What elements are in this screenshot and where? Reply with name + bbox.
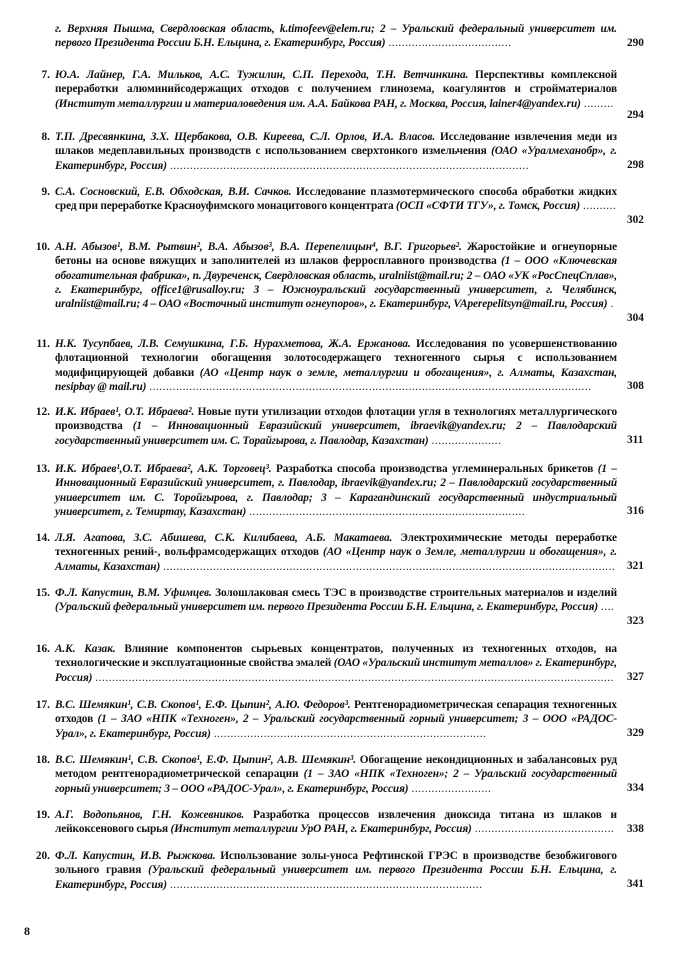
- entry-page: 302: [627, 214, 644, 226]
- entry-text: [55, 808, 617, 837]
- entry-text: [55, 698, 617, 741]
- entry-affiliation: (1 – ООО «Ключевская обогатительная фабрика», п. Двуреченск, Свердловская область, uralniist@mail.ru; 2 – ОАО «УК «РосСпецСплав», г. Екатеринбург, office1@rusalloy.ru; 3 – Южноуральский государственный университет, г. Челябинск, uralniist@mail.ru; 4 – ОАО «Восточный институт огнеупоров», г. Екатеринбург, VAperepelitsyn@mail.ru, Россия): [55, 255, 617, 311]
- entry-page: 321: [627, 560, 644, 572]
- leader-dots: ..............................................................................................: [166, 878, 483, 891]
- entry-authors: А.Н. Абызов¹, В.М. Рытвин², В.А. Абызов³, В.А. Перепелицын⁴, В.Г. Григорьев².: [55, 241, 462, 253]
- entry-page: 341: [627, 878, 644, 890]
- entry-page: 311: [627, 434, 644, 446]
- entry-page: 323: [627, 615, 644, 627]
- entry-authors: А.Г. Водопьянов, Г.Н. Кожевников.: [55, 809, 245, 821]
- entry-text: [55, 130, 617, 173]
- leader-dots: ....: [598, 601, 615, 614]
- entry-page: 338: [627, 823, 644, 835]
- entry-authors: В.С. Шемякин¹, С.В. Скопов¹, Е.Ф. Цыпин², А.Ю. Федоров³.: [55, 699, 351, 711]
- entry-text: [55, 753, 617, 796]
- entry-number: 15.: [35, 587, 50, 599]
- entry-number: 8.: [41, 131, 50, 143]
- entry-number: 7.: [41, 69, 50, 81]
- leader-dots: .: [607, 298, 614, 311]
- entry-page: 316: [627, 505, 644, 517]
- entry-text: [55, 531, 617, 574]
- entry-title: Золошлаковая смесь ТЭС в производстве строительных материалов и изделий: [215, 587, 617, 599]
- entry-text: [55, 462, 617, 519]
- entry-authors: В.С. Шемякин¹, С.В. Скопов¹, Е.Ф. Цыпин², А.В. Шемякин³.: [55, 754, 356, 766]
- entry-title: Исследование плазмотермического способа обработки жидких сред при переработке Красноуфимского монацитового концентрата: [55, 186, 617, 213]
- entry-authors: Л.Я. Агапова, З.С. Абишева, С.К. Килибаева, А.Б. Макатаева.: [55, 532, 393, 544]
- entry-affiliation: (ОАО «Уралмеханобр», г. Екатеринбург, Россия): [55, 145, 617, 172]
- entry-authors: Ф.Л. Капустин, И.В. Рыжкова.: [55, 850, 216, 862]
- entry-affiliation: (1 – Инновационный Евразийский университет, г. Павлодар, ibraevik@yandex.ru; 2 – Павлодарский государственный университет им. С. Торойгырова, г. Павлодар; 3 – Карагандинский государственный индустриальный университет, г. Темиртау, Казахстан): [55, 463, 617, 518]
- leader-dots: ...................................................................................: [246, 505, 526, 518]
- entry-number: 13.: [35, 463, 50, 475]
- leader-dots: .....................................: [385, 37, 512, 50]
- entry-text: [55, 405, 617, 448]
- entry-authors: Н.К. Тусупбаев, Л.В. Семушкина, Г.Б. Нурахметова, Ж.А. Ержанова.: [55, 338, 411, 350]
- leader-dots: ........................................................................................................................................: [160, 560, 616, 573]
- entry-page: 327: [627, 671, 644, 683]
- page-number: 8: [24, 924, 30, 938]
- entry-page: 290: [627, 37, 644, 49]
- entry-text: [55, 22, 617, 51]
- entry-title: Перспективы комплексной переработки алюминийсодержащих отходов с получением глинозема, коагулянтов и стройматериалов: [55, 69, 617, 96]
- entry-title: Обогащение некондиционных и забалансовых руд методом рентгенорадиометрической сепарации: [55, 754, 617, 781]
- entry-affiliation: (ОСП «СФТИ ТГУ», г. Томск, Россия): [395, 200, 580, 213]
- entry-affiliation: (Уральский федеральный университет им. первого Президента России Б.Н. Ельцина, г. Екатеринбург, Россия): [55, 864, 617, 891]
- entry-title: Влияние компонентов сырьевых концентратов, полученных из техногенных отходов, на технологические и эксплуатационные свойства эмалей: [55, 643, 617, 670]
- leader-dots: ........................: [408, 782, 492, 795]
- entry-affiliation: (Институт металлургии УрО РАН, г. Екатеринбург, Россия): [170, 823, 472, 836]
- entry-affiliation: (ОАО «Уральский институт металлов» г. Екатеринбург, Россия): [55, 657, 617, 684]
- entry-title: Рентгенорадиометрическая сепарация техногенных отходов: [55, 699, 617, 726]
- leader-dots: ..........: [580, 200, 617, 213]
- entry-title: Жаростойкие и огнеупорные бетоны на основе вяжущих и заполнителей из шлаков ферросплавного производства: [55, 241, 617, 268]
- entry-page: 334: [627, 782, 644, 794]
- entry-title: Исследование извлечения меди из шлаков медеплавильных производств с использованием сверхтонкого измельчения: [55, 131, 617, 158]
- leader-dots: ..........................................: [471, 823, 615, 836]
- leader-dots: .....................: [428, 434, 502, 447]
- entry-affiliation: (АО «Центр наук о Земле, металлургии и обогащения», г. Алматы, Казахстан): [55, 546, 617, 573]
- entry-title: Использование золы-уноса Рефтинской ГРЭС в производстве безобжигового зольного гравия: [55, 850, 617, 877]
- entry-authors: А.К. Казак.: [55, 643, 116, 655]
- entry-number: 11.: [36, 338, 50, 350]
- leader-dots: ..................................................................................: [210, 727, 487, 740]
- entry-number: 19.: [35, 809, 50, 821]
- entry-authors: Т.П. Дресвянкина, З.Х. Щербакова, О.В. Киреева, С.Л. Орлов, И.А. Власов.: [55, 131, 436, 143]
- entry-text: [55, 849, 617, 892]
- entry-page: 329: [627, 727, 644, 739]
- entry-text: [55, 185, 617, 214]
- entry-affiliation: (Институт металлургии и материаловедения им. А.А. Байкова РАН, г. Москва, Россия, lainer4@yandex.ru): [55, 97, 581, 110]
- entry-number: 18.: [35, 754, 50, 766]
- entry-title: Разработка способа производства углеминеральных брикетов: [275, 463, 594, 475]
- entry-number: 12.: [35, 406, 50, 418]
- entry-number: 20.: [35, 850, 50, 862]
- entry-page: 304: [627, 312, 644, 324]
- entry-number: 9.: [41, 186, 50, 198]
- entry-authors: Ю.А. Лайнер, Г.А. Мильков, А.С. Тужилин, С.П. Перехода, Т.Н. Ветчинкина.: [55, 69, 469, 81]
- entry-number: 14.: [35, 532, 50, 544]
- entry-affiliation: (Уральский федеральный университет им. первого Президента России Б.Н. Ельцина, г. Екатеринбург, Россия): [55, 601, 598, 614]
- entry-affiliation: (1 – ЗАО «НПК «Техноген», 2 – Уральский государственный горный университет; 3 – ООО «РАДОС-Урал», г. Екатеринбург, Россия): [55, 713, 617, 740]
- entry-authors: И.К. Ибраев¹,О.Т. Ибраева², А.К. Торговец³.: [55, 463, 272, 475]
- entry-title: Исследования по усовершенствованию флотационной технологии обогащения золотосодержащего техногенного сырья с использованием модифицирующей добавки: [55, 338, 617, 379]
- entry-authors: С.А. Сосновский, Е.В. Обходская, В.И. Сачков.: [55, 186, 292, 198]
- entry-affiliation: (1 – Инновационный Евразийский университет, ibraevik@yandex.ru; 2 – Павлодарский государственный университет им. С. Торайгырова, г. Павлодар, Казахстан): [55, 420, 617, 447]
- entry-title: Новые пути утилизации отходов флотации угля в технологиях металлургического производства: [55, 406, 617, 433]
- entry-page: 308: [627, 380, 644, 392]
- entry-affiliation: (АО «Центр наук о земле, металлургии и обогащения», г. Алматы, Казахстан, nesipbay @ mail.ru): [55, 366, 617, 393]
- entry-title: Разработка процессов извлечения диоксида титана из шлаков и лейкоксенового сырья: [55, 809, 617, 836]
- entry-affiliation: г. Верхняя Пышма, Свердловская область, k.timofeev@elem.ru; 2 – Уральский федеральный университет им. первого Президента России Б.Н. Ельцина, г. Екатеринбург, Россия): [55, 23, 617, 50]
- entry-affiliation: (1 – ЗАО «НПК «Техноген»; 2 – Уральский государственный горный университет; 3 – ООО «РАДОС-Урал», г. Екатеринбург, Россия): [55, 768, 617, 795]
- entry-text: [55, 642, 617, 685]
- entry-authors: И.К. Ибраев¹, О.Т. Ибраева².: [55, 406, 195, 418]
- entry-title: Электрохимические методы переработке техногенных рений-, вольфрамсодержащих отходов: [55, 532, 617, 559]
- entry-text: [55, 240, 617, 311]
- entry-text: [55, 337, 617, 394]
- leader-dots: ............................................................................................................................................................: [92, 671, 614, 684]
- entry-page: 298: [627, 159, 644, 171]
- entry-number: 10.: [35, 241, 50, 253]
- entry-authors: Ф.Л. Капустин, В.М. Уфимцев.: [55, 587, 212, 599]
- leader-dots: ............................................................................................................: [166, 159, 529, 172]
- entry-text: [55, 586, 617, 615]
- leader-dots: .....................................................................................................................................: [146, 380, 592, 393]
- entry-number: 16.: [35, 643, 50, 655]
- entry-page: 294: [627, 109, 644, 121]
- entry-number: 17.: [35, 699, 50, 711]
- entry-text: [55, 68, 617, 111]
- leader-dots: .........: [580, 97, 614, 110]
